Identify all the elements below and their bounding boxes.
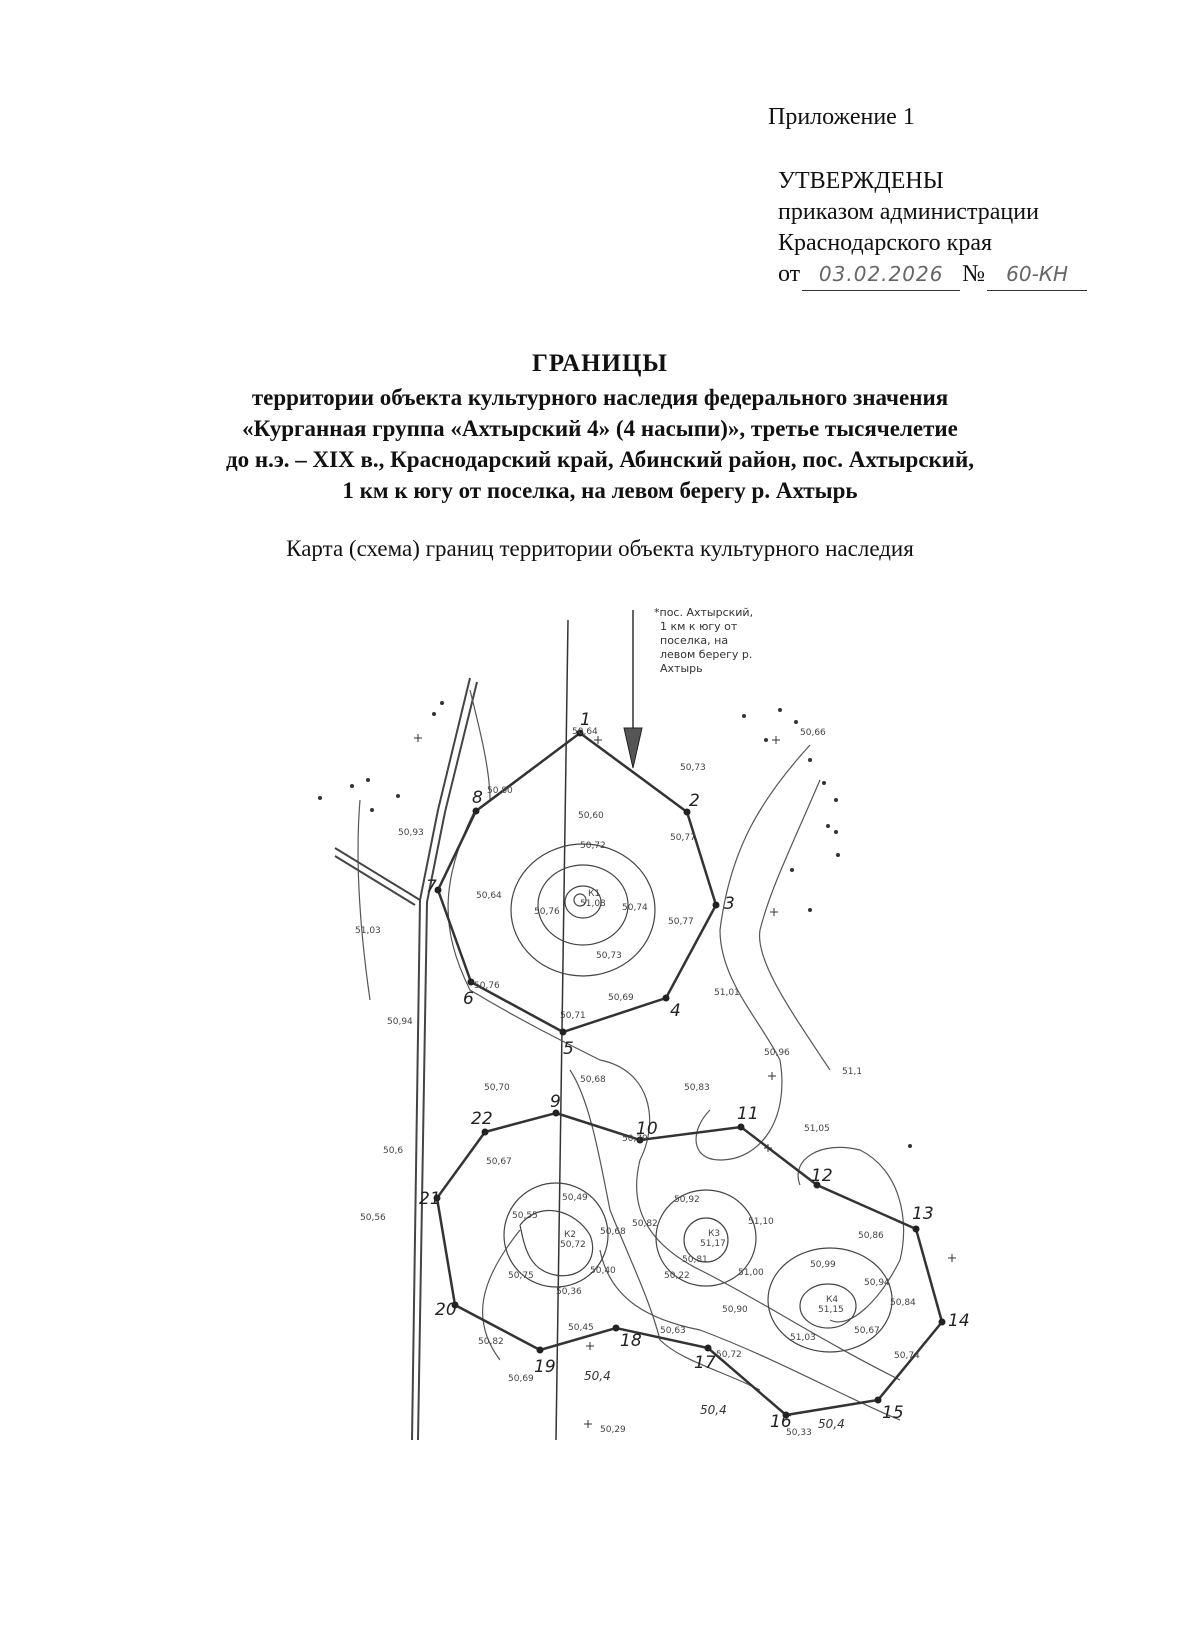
location-note bbox=[654, 606, 753, 675]
survey-dot-14 bbox=[834, 798, 838, 802]
spot-height-29: 50,49 bbox=[562, 1193, 588, 1203]
boundary-map bbox=[0, 600, 1200, 1460]
spot-height-43: 50,36 bbox=[556, 1287, 582, 1297]
survey-cross-1 bbox=[414, 734, 422, 742]
spot-height-13: 51,03 bbox=[355, 926, 381, 936]
survey-cross-7 bbox=[586, 1342, 594, 1350]
spot-height-12: 50,77 bbox=[668, 917, 694, 927]
contour-label-3: 50,4 bbox=[818, 1417, 845, 1431]
spot-height-11: 50,74 bbox=[622, 903, 648, 913]
boundary-point-label-1: 1 bbox=[580, 710, 591, 730]
spot-height-35: 50,86 bbox=[858, 1231, 884, 1241]
boundary-point-label-16: 16 bbox=[770, 1412, 792, 1432]
spot-height-47: 50,45 bbox=[568, 1323, 594, 1333]
spot-height-54: 50,29 bbox=[600, 1425, 626, 1435]
boundary-point-18 bbox=[613, 1325, 620, 1332]
boundary-point-15 bbox=[875, 1397, 882, 1404]
spot-height-45: 50,84 bbox=[890, 1298, 916, 1308]
boundary-point-label-3: 3 bbox=[724, 894, 735, 914]
survey-dot-3 bbox=[318, 796, 322, 800]
mound-k3-label: К3 bbox=[708, 1229, 721, 1239]
survey-dot-9 bbox=[742, 714, 746, 718]
spot-height-17: 51,01 bbox=[714, 988, 740, 998]
boundary-point-label-21: 21 bbox=[419, 1189, 441, 1209]
approved-by-line-2: Краснодарского края bbox=[778, 230, 993, 256]
survey-dot-4 bbox=[350, 784, 354, 788]
spot-height-26: 51,05 bbox=[804, 1124, 830, 1134]
spot-height-49: 51,03 bbox=[790, 1333, 816, 1343]
title-line-3: до н.э. – XIX в., Краснодарский край, Абинский район, пос. Ахтырский, bbox=[225, 447, 975, 472]
spot-height-39: 51,00 bbox=[738, 1268, 764, 1278]
spot-height-7: 50,93 bbox=[398, 828, 424, 838]
survey-dot-11 bbox=[794, 720, 798, 724]
appendix-label: Приложение 1 bbox=[768, 104, 915, 130]
survey-cross-9 bbox=[948, 1254, 956, 1262]
boundary-point-4 bbox=[663, 995, 670, 1002]
spot-height-33: 51,10 bbox=[748, 1217, 774, 1227]
boundary-point-label-2: 2 bbox=[689, 791, 700, 811]
spot-height-34: 50,82 bbox=[632, 1219, 658, 1229]
number-handwritten: 60-КН bbox=[987, 259, 1087, 291]
boundary-point-label-19: 19 bbox=[534, 1357, 556, 1377]
mound-k1-elev: 51,08 bbox=[580, 899, 606, 909]
spot-height-36: 50,40 bbox=[590, 1266, 616, 1276]
boundary-point-14 bbox=[939, 1319, 946, 1326]
spot-height-6: 50,77 bbox=[670, 833, 696, 843]
spot-height-51: 50,72 bbox=[716, 1350, 742, 1360]
spot-height-56: 50,56 bbox=[360, 1213, 386, 1223]
survey-dot-12 bbox=[808, 758, 812, 762]
spot-height-42: 50,22 bbox=[664, 1271, 690, 1281]
survey-dot-1 bbox=[432, 712, 436, 716]
spot-height-28: 50,67 bbox=[486, 1157, 512, 1167]
contour-value-labels bbox=[584, 1369, 845, 1431]
survey-cross-4 bbox=[770, 908, 778, 916]
spot-height-38: 50,81 bbox=[682, 1255, 708, 1265]
spot-height-21: 51,1 bbox=[842, 1067, 863, 1077]
number-prefix: № bbox=[962, 261, 986, 287]
survey-cross-5 bbox=[768, 1072, 776, 1080]
mound-k1-label: К1 bbox=[588, 889, 601, 899]
spot-height-3: 50,66 bbox=[800, 728, 826, 738]
spot-height-2: 50,73 bbox=[680, 763, 706, 773]
survey-cross-8 bbox=[584, 1420, 592, 1428]
survey-dot-20 bbox=[908, 1144, 912, 1148]
spot-height-40: 50,99 bbox=[810, 1260, 836, 1270]
boundary-point-label-10: 10 bbox=[636, 1119, 658, 1139]
boundary-point-13 bbox=[913, 1226, 920, 1233]
survey-dot-8 bbox=[778, 708, 782, 712]
survey-dot-18 bbox=[790, 868, 794, 872]
spot-height-32: 50,92 bbox=[674, 1195, 700, 1205]
boundary-point-label-15: 15 bbox=[882, 1403, 904, 1423]
survey-dot-2 bbox=[440, 701, 444, 705]
spot-height-25: 50,79 bbox=[622, 1134, 648, 1144]
location-note-line-5: Ахтырь bbox=[660, 662, 703, 675]
date-prefix: от bbox=[778, 261, 801, 287]
survey-dot-13 bbox=[822, 781, 826, 785]
boundary-point-5 bbox=[560, 1029, 567, 1036]
spot-height-50: 50,82 bbox=[478, 1337, 504, 1347]
location-note-line-3: поселка, на bbox=[660, 634, 729, 647]
boundary-point-label-22: 22 bbox=[471, 1109, 493, 1129]
north-arrow-icon bbox=[624, 610, 642, 768]
spot-height-20: 50,96 bbox=[764, 1048, 790, 1058]
mound-k2-label: К2 bbox=[564, 1230, 577, 1240]
mound-k2-elev: 50,72 bbox=[560, 1240, 586, 1250]
spot-height-15: 50,76 bbox=[474, 981, 500, 991]
location-note-line-1: *пос. Ахтырский, bbox=[654, 606, 754, 619]
boundary-point-label-14: 14 bbox=[948, 1311, 970, 1331]
spot-height-8: 50,72 bbox=[580, 841, 606, 851]
title-main: ГРАНИЦЫ bbox=[532, 350, 668, 377]
spot-height-4: 50,80 bbox=[487, 786, 513, 796]
boundary-point-label-6: 6 bbox=[463, 989, 474, 1009]
mound-k4-label: К4 bbox=[826, 1295, 839, 1305]
boundary-point-label-20: 20 bbox=[435, 1300, 457, 1320]
spot-height-18: 50,71 bbox=[560, 1011, 586, 1021]
survey-dot-16 bbox=[834, 830, 838, 834]
map-subtitle: Карта (схема) границ территории объекта культурного наследия bbox=[286, 536, 914, 561]
boundary-point-22 bbox=[482, 1129, 489, 1136]
spot-height-23: 50,68 bbox=[580, 1075, 606, 1085]
spot-height-41: 50,94 bbox=[864, 1278, 890, 1288]
spot-height-10: 50,76 bbox=[534, 907, 560, 917]
boundary-point-3 bbox=[713, 902, 720, 909]
spot-height-30: 50,55 bbox=[512, 1211, 538, 1221]
boundary-points bbox=[419, 710, 970, 1432]
spot-height-14: 50,73 bbox=[596, 951, 622, 961]
spot-height-16: 50,69 bbox=[608, 993, 634, 1003]
survey-cross-3 bbox=[772, 736, 780, 744]
survey-dot-17 bbox=[836, 853, 840, 857]
boundary-point-label-9: 9 bbox=[550, 1092, 561, 1112]
boundary-point-17 bbox=[705, 1345, 712, 1352]
mound-k3-elev: 51,17 bbox=[700, 1239, 726, 1249]
approval-block bbox=[778, 166, 1089, 291]
contour-label-2: 50,4 bbox=[700, 1403, 727, 1417]
spot-height-37: 50,75 bbox=[508, 1271, 534, 1281]
spot-height-27: 50,6 bbox=[383, 1146, 404, 1156]
spot-height-55: 50,33 bbox=[786, 1428, 812, 1438]
boundary-point-label-13: 13 bbox=[912, 1204, 934, 1224]
spot-height-22: 50,70 bbox=[484, 1083, 510, 1093]
road bbox=[335, 678, 477, 1440]
spot-height-52: 50,74 bbox=[894, 1351, 920, 1361]
boundary-point-label-4: 4 bbox=[670, 1001, 681, 1021]
spot-height-9: 50,64 bbox=[476, 891, 502, 901]
location-note-line-2: 1 км к югу от bbox=[660, 620, 738, 633]
spot-height-1: 50,64 bbox=[572, 727, 598, 737]
boundary-point-11 bbox=[738, 1124, 745, 1131]
survey-dot-5 bbox=[366, 778, 370, 782]
date-number-line bbox=[778, 259, 1089, 291]
survey-dot-7 bbox=[396, 794, 400, 798]
document-title bbox=[120, 350, 1080, 506]
title-line-2: «Курганная группа «Ахтырский 4» (4 насыпи)», третье тысячелетие bbox=[242, 416, 958, 441]
spot-height-19: 50,94 bbox=[387, 1017, 413, 1027]
survey-dot-19 bbox=[808, 908, 812, 912]
boundary-point-label-12: 12 bbox=[811, 1166, 833, 1186]
spot-height-31: 50,68 bbox=[600, 1227, 626, 1237]
mound-k4-elev: 51,15 bbox=[818, 1305, 844, 1315]
survey-dot-6 bbox=[370, 808, 374, 812]
boundary-point-label-5: 5 bbox=[563, 1039, 574, 1059]
title-line-1: территории объекта культурного наследия федерального значения bbox=[251, 385, 949, 410]
spot-height-24: 50,83 bbox=[684, 1083, 710, 1093]
spot-height-44: 50,90 bbox=[722, 1305, 748, 1315]
boundary-point-label-8: 8 bbox=[472, 788, 483, 808]
survey-dot-10 bbox=[764, 738, 768, 742]
date-handwritten: 03.02.2026 bbox=[802, 259, 960, 291]
location-note-line-4: левом берегу р. bbox=[660, 648, 753, 661]
contour-label-1: 50,4 bbox=[584, 1369, 611, 1383]
spot-height-53: 50,69 bbox=[508, 1374, 534, 1384]
spot-height-5: 50,60 bbox=[578, 811, 604, 821]
survey-dot-15 bbox=[826, 824, 830, 828]
title-line-4: 1 км к югу от поселка, на левом берегу р. Ахтырь bbox=[342, 478, 858, 503]
spot-height-46: 50,67 bbox=[854, 1326, 880, 1336]
boundary-point-19 bbox=[537, 1347, 544, 1354]
boundary-point-label-18: 18 bbox=[620, 1331, 642, 1351]
boundary-point-label-17: 17 bbox=[694, 1353, 716, 1373]
spot-height-48: 50,63 bbox=[660, 1326, 686, 1336]
approved-by-line-1: приказом администрации bbox=[778, 199, 1039, 225]
approved-heading: УТВЕРЖДЕНЫ bbox=[778, 168, 944, 194]
boundary-point-label-11: 11 bbox=[737, 1104, 759, 1124]
boundary-point-label-7: 7 bbox=[426, 877, 437, 897]
boundary-point-8 bbox=[473, 808, 480, 815]
